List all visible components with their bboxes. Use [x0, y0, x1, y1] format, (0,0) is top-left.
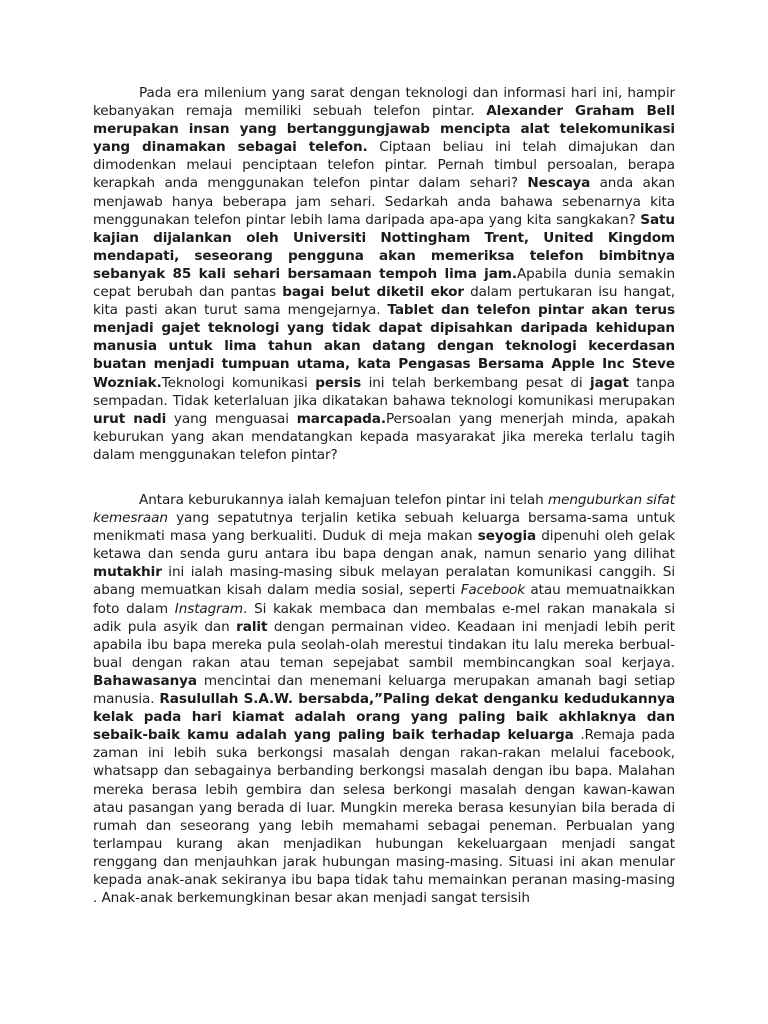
text-run: atau memuatnaikkan foto dalam	[93, 582, 675, 617]
paragraph-1	[93, 84, 675, 464]
text-run: Teknologi komunikasi	[161, 374, 316, 391]
bold-run: Tablet dan telefon pintar akan terus menjadi gajet teknologi yang tidak dapat dipisahkan daripada kehidupan manusia untuk lima tahun akan datang dengan teknologi kecerdasan buatan menjadi tumpuan utama, kata Pengasas Bersama Apple Inc Steve Wozniak.	[93, 302, 675, 391]
text-run: tanpa sempadan. Tidak keterlaluan jika dikatakan bahawa teknologi komunikasi merupakan	[93, 374, 675, 409]
bold-run: marcapada.	[296, 410, 386, 427]
paragraph-1-text	[93, 85, 675, 463]
text-run: ini telah berkembang pesat di	[361, 374, 591, 391]
text-run: yang menguasai	[166, 410, 297, 427]
paragraph-2-text	[93, 492, 675, 906]
bold-run: ralit	[236, 618, 268, 635]
text-run: dengan permainan video. Keadaan ini menjadi lebih perit apabila ibu bapa mereka pula seolah-olah merestui tindakan itu lalu mereka berbual-bual dengan rakan atau teman sepejabat sambil membincangkan soal kerjaya.	[93, 618, 675, 671]
paragraph-2	[93, 491, 675, 907]
text-run: .Remaja pada zaman ini lebih suka berkongsi masalah dengan rakan-rakan melalui facebook, whatsapp dan sebagainya berbanding berkongsi masalah dengan ibu bapa. Malahan mereka berasa lebih gembira dan selesa berkongi masalah dengan kawan-kawan atau pasangan yang berada di luar. Mungkin mereka berasa kesunyian bila berada di rumah dan seseorang yang lebih memahami sebagai peneman. Perbualan yang terlampau kurang akan menjadikan hubungan kekeluargaan menjadi sangat renggang dan menjauhkan jarak hubungan masing-masing. Situasi ini akan menular kepada anak-anak sekiranya ibu bapa tidak tahu memainkan peranan masing-masing . Anak-anak berkemungkinan besar akan menjadi sangat tersisih	[93, 727, 675, 907]
bold-run: Nescaya	[527, 175, 591, 192]
bold-run: bagai belut diketil ekor	[282, 284, 465, 301]
text-run: Persoalan yang menerjah minda, apakah keburukan yang akan mendatangkan kepada masyarakat jika mereka terlalu tagih dalam menggunakan telefon pintar?	[93, 410, 676, 463]
bold-run: Alexander Graham Bell merupakan insan yang bertanggungjawab mencipta alat telekomunikasi yang dinamakan sebagai telefon.	[93, 103, 675, 156]
text-run: . Si kakak membaca dan membalas e-mel rakan manakala si adik pula asyik dan	[93, 600, 675, 635]
text-run: Apabila dunia semakin cepat berubah dan pantas	[93, 265, 676, 301]
italic-run: menguburkan sifat kemesraan	[93, 492, 676, 527]
italic-run: Facebook	[460, 582, 526, 599]
text-run: dipenuhi oleh gelak ketawa dan senda guru antara ibu bapa dengan anak, namun senario yang dilihat	[93, 528, 676, 563]
text-run: yang sepatutnya terjalin ketika sebuah keluarga bersama-sama untuk menikmati masa yang berkualiti. Duduk di meja makan	[93, 510, 675, 545]
text-run: Antara keburukannya ialah kemajuan telefon pintar ini telah	[139, 492, 548, 508]
text-run: ini ialah masing-masing sibuk melayan peralatan komunikasi canggih. Si abang memuatkan kisah dalam media sosial, seperti	[93, 564, 675, 599]
bold-run: urut nadi	[93, 410, 167, 427]
bold-run: Bahawasanya	[93, 672, 197, 689]
text-run: anda akan menjawab hanya beberapa jam sehari. Sedarkah anda bahawa sebenarnya kita menggunakan telefon pintar lebih lama daripada apa-apa yang kita sangkakan?	[93, 175, 675, 228]
bold-run: mutakhir	[93, 564, 162, 581]
bold-run: Satu kajian dijalankan oleh Universiti Nottingham Trent, United Kingdom mendapati, seseorang pengguna akan memeriksa telefon bimbitnya sebanyak 85 kali sehari bersamaan tempoh lima jam.	[93, 211, 675, 282]
text-run: mencintai dan menemani keluarga merupakan amanah bagi setiap manusia.	[93, 672, 675, 708]
text-run: Ciptaan beliau ini telah dimajukan dan dimodenkan melaui penciptaan telefon pintar. Pernah timbul persoalan, berapa kerapkah anda menggunakan telefon pintar dalam sehari?	[93, 139, 675, 192]
bold-run: jagat	[590, 374, 629, 391]
text-run: Pada era milenium yang sarat dengan teknologi dan informasi hari ini, hampir kebanyakan remaja memiliki sebuah telefon pintar.	[93, 85, 675, 120]
bold-run: persis	[315, 374, 362, 391]
italic-run: Instagram	[174, 600, 244, 617]
bold-run: seyogia	[477, 528, 537, 545]
bold-run: Rasulullah S.A.W. bersabda,”Paling dekat denganku kedudukannya kelak pada hari kiamat adalah orang yang paling baik akhlaknya dan sebaik-baik kamu adalah yang paling baik terhadap keluarga	[93, 691, 675, 744]
text-run: dalam pertukaran isu hangat, kita pasti akan turut sama mengejarnya.	[93, 284, 675, 319]
